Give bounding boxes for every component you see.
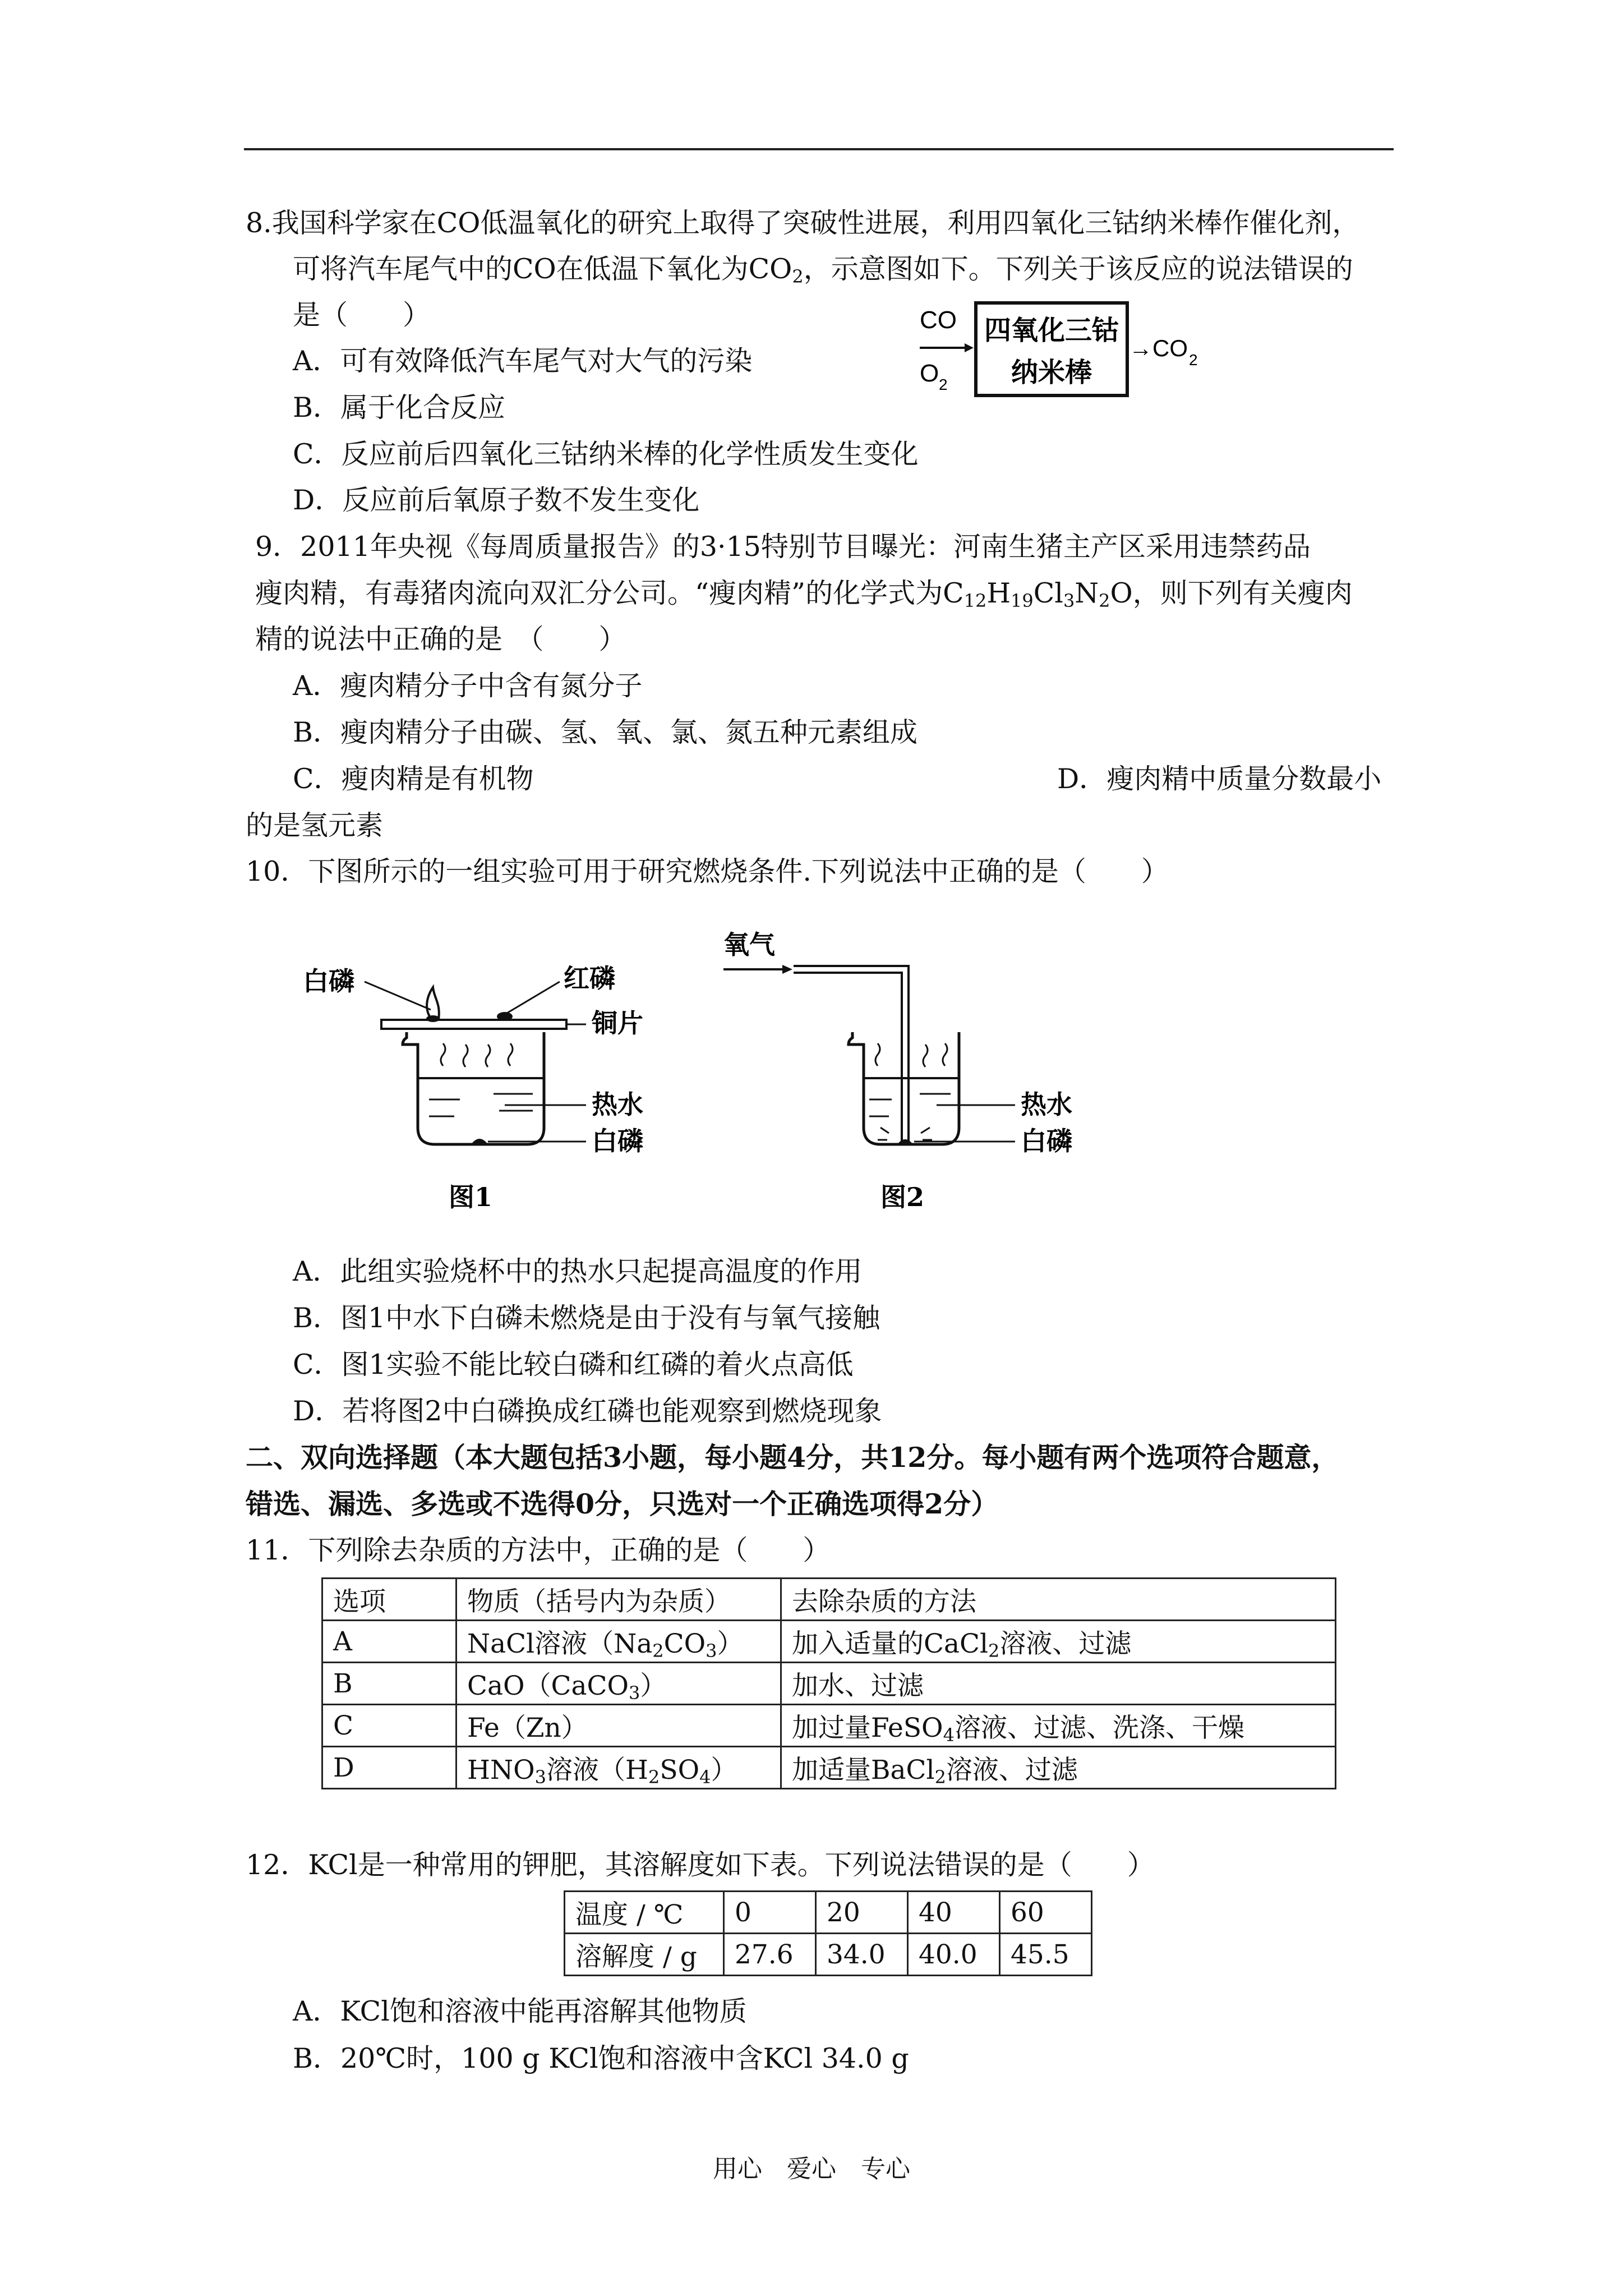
table-row bbox=[565, 1892, 1092, 1934]
q8-line1: 8.我国科学家在CO低温氧化的研究上取得了突破性进展，利用四氧化三钴纳米棒作催化剂， bbox=[246, 207, 1360, 239]
kcl-solubility-table bbox=[564, 1890, 1092, 1976]
q8-line3: 是（ ） bbox=[293, 299, 431, 331]
svg-text:四氧化三钴: 四氧化三钴 bbox=[984, 315, 1119, 346]
table-cell: 34.0 bbox=[816, 1934, 908, 1976]
section-2-heading-line2: 错选、漏选、多选或不选得0分，只选对一个正确选项得2分） bbox=[246, 1488, 999, 1520]
combustion-experiment-figure bbox=[292, 920, 1144, 1234]
svg-text:图1: 图1 bbox=[449, 1182, 493, 1212]
table-header-cell: 物质（括号内为杂质） bbox=[457, 1579, 781, 1621]
table-cell: 加入适量的CaCl$_2$溶液、过滤 bbox=[781, 1621, 1336, 1663]
section-2-heading-line1: 二、双向选择题（本大题包括3小题，每小题4分，共12分。每小题有两个选项符合题意， bbox=[246, 1441, 1339, 1474]
svg-text:铜片: 铜片 bbox=[592, 1008, 643, 1038]
q9-option-b: B．瘦肉精分子由碳、氢、氧、氯、氮五种元素组成 bbox=[293, 716, 918, 748]
q10-option-c: C．图1实验不能比较白磷和红磷的着火点高低 bbox=[293, 1349, 854, 1381]
svg-text:O: O bbox=[920, 360, 939, 387]
svg-text:热水: 热水 bbox=[592, 1089, 643, 1120]
svg-text:红磷: 红磷 bbox=[564, 963, 615, 993]
figure-2 bbox=[723, 930, 1072, 1212]
header-rule bbox=[244, 148, 1394, 150]
table-cell: 加水、过滤 bbox=[781, 1663, 1336, 1705]
q9-line2: 瘦肉精，有毒猪肉流向双汇分公司。“瘦肉精”的化学式为$C_{12}H_{19}Cl_3N_2O$，则下列有关瘦肉 bbox=[255, 577, 1353, 611]
table-row bbox=[322, 1621, 1336, 1663]
table-cell: $HNO_3$溶液$(H_2SO_4)$ bbox=[457, 1747, 781, 1789]
svg-text:白磷: 白磷 bbox=[1021, 1126, 1072, 1156]
table-cell: 20 bbox=[816, 1892, 908, 1934]
page-footer: 用心 爱心 专心 bbox=[713, 2155, 910, 2183]
table-cell: B bbox=[322, 1663, 457, 1705]
table-cell: 40 bbox=[908, 1892, 1000, 1934]
table-cell: 溶解度 / g bbox=[565, 1934, 724, 1976]
svg-text:白磷: 白磷 bbox=[592, 1126, 643, 1156]
q8-option-d: D．反应前后氧原子数不发生变化 bbox=[293, 484, 700, 516]
svg-text:纳米棒: 纳米棒 bbox=[1011, 357, 1092, 388]
svg-text:CO: CO bbox=[920, 306, 957, 334]
table-cell: NaCl溶液$(Na_2CO_3)$ bbox=[457, 1621, 781, 1663]
table-row bbox=[322, 1663, 1336, 1705]
table-row bbox=[565, 1934, 1092, 1976]
table-cell: 加过量FeSO$_4$溶液、过滤、洗涤、干燥 bbox=[781, 1705, 1336, 1747]
svg-text:图2: 图2 bbox=[880, 1182, 925, 1212]
q11-line1: 11．下列除去杂质的方法中，正确的是（ ） bbox=[246, 1534, 831, 1566]
q12-option-b: B．20℃时，100 g KCl饱和溶液中含KCl 34.0 g bbox=[293, 2042, 909, 2074]
table-cell: CaO（CaCO$_3$） bbox=[457, 1663, 781, 1705]
q9-line1: 9．2011年央视《每周质量报告》的3·15特别节目曝光：河南生猪主产区采用违禁药品 bbox=[255, 531, 1311, 563]
q9-option-d-continued: 的是氢元素 bbox=[246, 809, 384, 841]
q10-line1: 10．下图所示的一组实验可用于研究燃烧条件.下列说法中正确的是（ ） bbox=[246, 855, 1169, 887]
table-cell: 加适量BaCl$_2$溶液、过滤 bbox=[781, 1747, 1336, 1789]
q8-line2: 可将汽车尾气中的CO在低温下氧化为$CO_2$，示意图如下。下列关于该反应的说法错误的 bbox=[293, 253, 1353, 287]
table-cell: 27.6 bbox=[724, 1934, 816, 1976]
svg-text:→CO: →CO bbox=[1129, 335, 1188, 361]
table-cell: C bbox=[322, 1705, 457, 1747]
table-cell: 45.5 bbox=[1000, 1934, 1092, 1976]
table-cell: 温度 / ℃ bbox=[565, 1892, 724, 1934]
q10-option-d: D．若将图2中白磷换成红磷也能观察到燃烧现象 bbox=[293, 1395, 882, 1427]
q12-option-a: A．KCl饱和溶液中能再溶解其他物质 bbox=[293, 1995, 747, 2027]
q9-line3: 精的说法中正确的是 （ ） bbox=[255, 623, 626, 655]
q12-line1: 12．KCl是一种常用的钾肥，其溶解度如下表。下列说法错误的是（ ） bbox=[246, 1849, 1155, 1881]
svg-text:2: 2 bbox=[1189, 351, 1198, 369]
svg-text:2: 2 bbox=[939, 376, 948, 393]
q8-option-c: C．反应前后四氧化三钴纳米棒的化学性质发生变化 bbox=[293, 438, 919, 470]
svg-text:白磷: 白磷 bbox=[303, 966, 354, 996]
q9-option-c: C．瘦肉精是有机物 bbox=[293, 763, 534, 795]
q9-option-a: A．瘦肉精分子中含有氮分子 bbox=[293, 670, 643, 702]
q10-option-a: A．此组实验烧杯中的热水只起提高温度的作用 bbox=[293, 1255, 863, 1287]
table-cell: A bbox=[322, 1621, 457, 1663]
q10-option-b: B．图1中水下白磷未燃烧是由于没有与氧气接触 bbox=[293, 1302, 880, 1334]
figure-1 bbox=[303, 963, 643, 1212]
table-row bbox=[322, 1747, 1336, 1789]
table-header-cell: 去除杂质的方法 bbox=[781, 1579, 1336, 1621]
impurity-removal-table bbox=[321, 1577, 1336, 1789]
catalyst-diagram bbox=[914, 300, 1206, 401]
table-header-cell: 选项 bbox=[322, 1579, 457, 1621]
table-cell: 0 bbox=[724, 1892, 816, 1934]
q8-option-b: B．属于化合反应 bbox=[293, 392, 506, 424]
table-cell: 60 bbox=[1000, 1892, 1092, 1934]
table-row bbox=[322, 1705, 1336, 1747]
q8-option-a: A．可有效降低汽车尾气对大气的污染 bbox=[293, 345, 753, 377]
svg-text:热水: 热水 bbox=[1021, 1089, 1072, 1120]
table-cell: Fe（Zn） bbox=[457, 1705, 781, 1747]
table-cell: 40.0 bbox=[908, 1934, 1000, 1976]
svg-text:氧气: 氧气 bbox=[723, 930, 775, 960]
table-cell: D bbox=[322, 1747, 457, 1789]
table-header-row bbox=[322, 1579, 1336, 1621]
q9-option-d: D．瘦肉精中质量分数最小 bbox=[1057, 763, 1382, 795]
